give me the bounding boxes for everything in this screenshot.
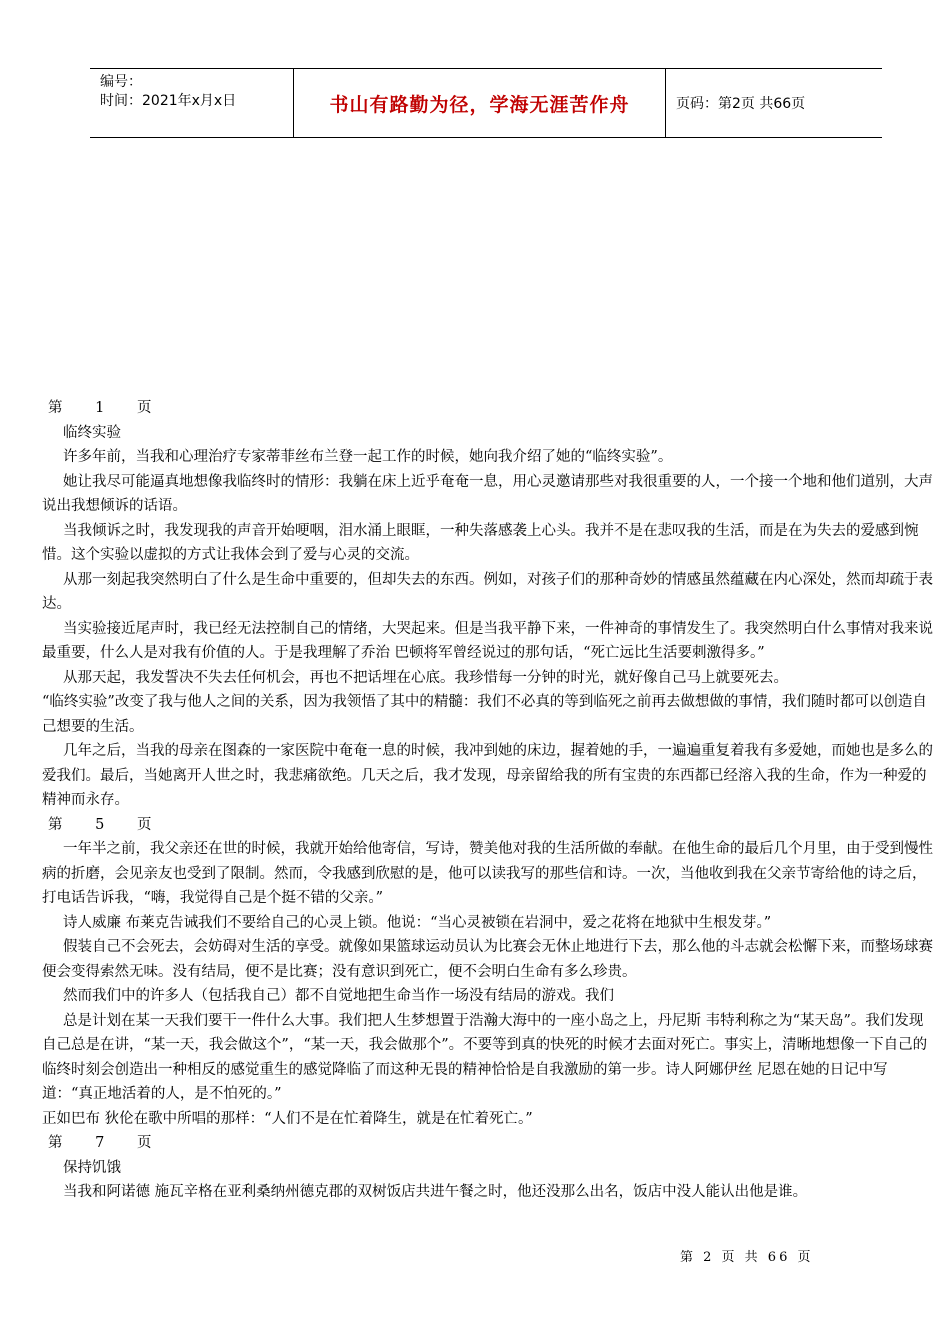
paragraph: 然而我们中的许多人（包括我自己）都不自觉地把生命当作一场没有结局的游戏。我们: [63, 988, 614, 1004]
header-page-info: 页码：第2页 共66页: [676, 96, 806, 112]
paragraph: 当我倾诉之时，我发现我的声音开始哽咽，泪水涌上眼眶，一种失落感袭上心头。我并不是在悲叹我的生活，而是在为失去的爱感到惋惜。这个实验以虚拟的方式让我体会到了爱与心灵的交流。: [42, 522, 919, 563]
paragraph: 当实验接近尾声时，我已经无法控制自己的情绪，大哭起来。但是当我平静下来，一件神奇的事情发生了。我突然明白什么事情对我来说最重要，什么人是对我有价值的人。于是我理解了乔治 巴顿将军曾经说过的那句话，“死亡远比生活要刺激得多。”: [42, 620, 933, 661]
page-marker: 第 1 页: [48, 400, 166, 416]
number-label: 编号：: [100, 74, 142, 90]
document-header: [90, 68, 882, 138]
paragraph: 许多年前，当我和心理治疗专家蒂菲丝布兰登一起工作的时候，她向我介绍了她的“临终实验”。: [63, 449, 673, 465]
page-marker: 第 5 页: [48, 816, 166, 833]
paragraph: 保持饥饿: [63, 1159, 121, 1176]
time-label: 时间：2021年x月x日: [100, 93, 237, 109]
paragraph: 从那天起，我发誓决不失去任何机会，再也不把话埋在心底。我珍惜每一分钟的时光，就好像自己马上就要死去。: [63, 669, 788, 686]
header-motto: 书山有路勤为径，学海无涯苦作舟: [293, 69, 666, 137]
document-body: [42, 396, 934, 1205]
paragraph: 假装自己不会死去，会妨碍对生活的享受。就像如果篮球运动员认为比赛会无休止地进行下去，那么他的斗志就会松懈下来，而整场球赛便会变得索然无味。没有结局，便不是比赛；没有意识到死亡，便不会明白生命有多么珍贵。: [42, 939, 933, 980]
page-footer: 第 2 页 共 66 页: [680, 1250, 814, 1265]
paragraph: 几年之后，当我的母亲在图森的一家医院中奄奄一息的时候，我冲到她的床边，握着她的手，一遍遍重复着我有多爱她，而她也是多么的爱我们。最后，当她离开人世之时，我悲痛欲绝。几天之后，我才发现，母亲留给我的所有宝贵的东西都已经溶入我的生命，作为一种爱的精神而永存。: [42, 743, 933, 808]
paragraph: 总是计划在某一天我们要干一件什么大事。我们把人生梦想置于浩瀚大海中的一座小岛之上，丹尼斯 韦特利称之为“某天岛”。我们发现自己总是在讲，“某一天，我会做这个”，“某一天，我会做那个”。不要等到真的快死的时候才去面对死亡。事实上，清晰地想像一下自己的临终时刻会创造出一种相反的感觉重生的感觉降临了而这种无畏的精神恰恰是自我激励的第一步。诗人阿娜伊丝 尼恩在她的日记中写道：“真正地活着的人，是不怕死的。”: [42, 1012, 928, 1102]
paragraph: 她让我尽可能逼真地想像我临终时的情形：我躺在床上近乎奄奄一息，用心灵邀请那些对我很重要的人，一个接一个地和他们道别，大声说出我想倾诉的话语。: [42, 473, 933, 514]
paragraph: “临终实验”改变了我与他人之间的关系，因为我领悟了其中的精髓：我们不必真的等到临死之前再去做想做的事情，我们随时都可以创造自己想要的生活。: [42, 694, 927, 735]
paragraph: 从那一刻起我突然明白了什么是生命中重要的，但却失去的东西。例如，对孩子们的那种奇妙的情感虽然蕴藏在内心深处，然而却疏于表达。: [42, 571, 933, 612]
paragraph: 一年半之前，我父亲还在世的时候，我就开始给他寄信，写诗，赞美他对我的生活所做的奉献。在他生命的最后几个月里，由于受到慢性病的折磨，会见亲友也受到了限制。然而，令我感到欣慰的是，他可以读我写的那些信和诗。一次，当他收到我在父亲节寄给他的诗之后，打电话告诉我，“嗨，我觉得自己是个挺不错的父亲。”: [42, 841, 933, 906]
page-marker: 第 7 页: [48, 1135, 166, 1151]
paragraph: 当我和阿诺德 施瓦辛格在亚利桑纳州德克郡的双树饭店共进午餐之时，他还没那么出名，饭店中没人能认出他是谁。: [63, 1184, 808, 1200]
header-meta: [90, 69, 293, 137]
paragraph: 正如巴布 狄伦在歌中所唱的那样：“人们不是在忙着降生，就是在忙着死亡。”: [42, 1110, 533, 1127]
paragraph: 诗人威廉 布莱克告诫我们不要给自己的心灵上锁。他说：“当心灵被锁在岩洞中，爱之花将在地狱中生根发芽。”: [63, 914, 772, 931]
paragraph: 临终实验: [63, 424, 121, 441]
